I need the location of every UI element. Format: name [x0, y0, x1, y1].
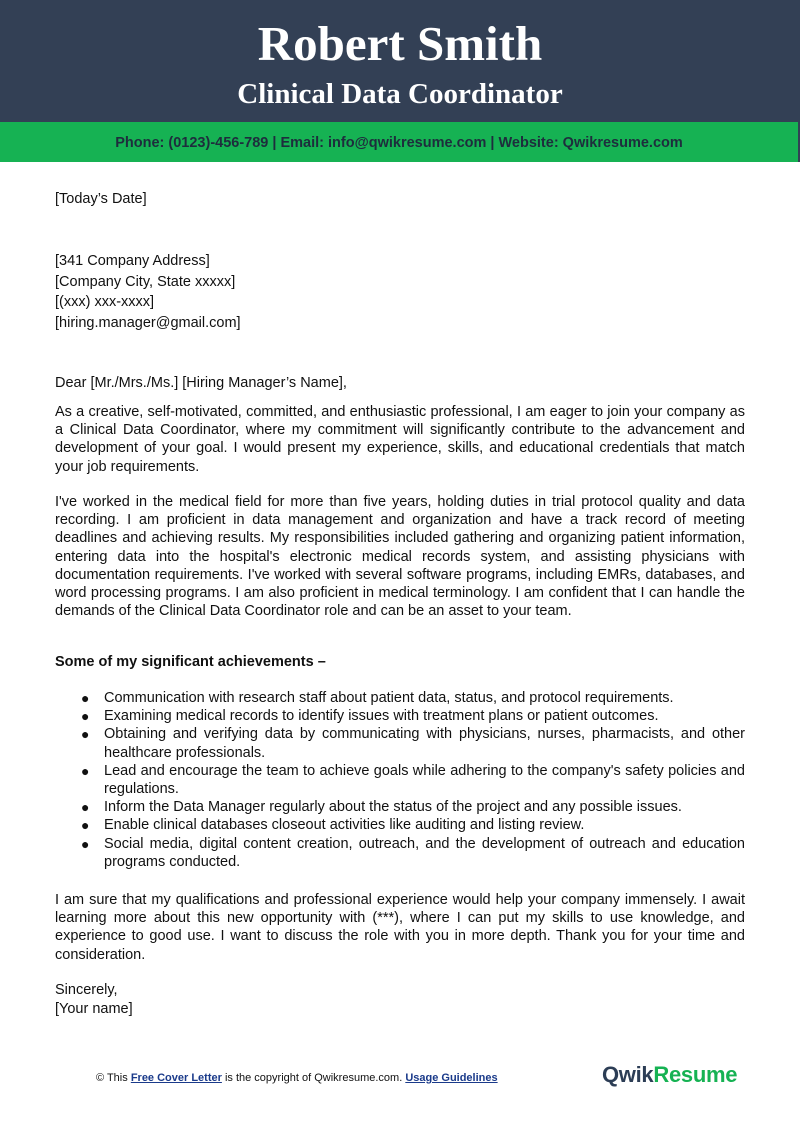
salutation: Dear [Mr./Mrs./Ms.] [Hiring Manager’s Name], — [55, 375, 347, 391]
contact-bar: Phone: (0123)-456-789 | Email: info@qwikresume.com | Website: Qwikresume.com — [0, 122, 800, 162]
closing: Sincerely, — [55, 982, 118, 998]
paragraph-intro: As a creative, self-motivated, committed, and enthusiastic professional, I am eager to join your company as a Clinical Data Coordinator, where my commitment will significantly contribute to the advancement and development of your goal. I would present my experience, skills, and educational credentials that match your job requirements. — [55, 404, 745, 475]
bullet-icon: ● — [81, 690, 90, 706]
logo-part-resume: Resume — [653, 1062, 738, 1087]
bullet-icon: ● — [81, 708, 90, 725]
achievements-heading: Some of my significant achievements – — [55, 654, 326, 670]
footer-middle: is the copyright of Qwikresume.com. — [221, 1072, 406, 1084]
list-item: ● Communication with research staff about patient data, status, and protocol requirements. — [81, 690, 674, 706]
signature: [Your name] — [55, 1001, 133, 1017]
bullet-icon: ● — [81, 817, 90, 834]
bullet-icon: ● — [81, 762, 90, 779]
address-line: [hiring.manager@gmail.com] — [55, 314, 241, 331]
bullet-icon: ● — [81, 726, 90, 743]
achievements-list — [55, 689, 745, 871]
usage-guidelines-link[interactable]: Usage Guidelines — [405, 1072, 498, 1084]
copyright-footer — [96, 1072, 498, 1084]
list-item: ● Enable clinical databases closeout activities like auditing and listing review. — [81, 817, 585, 834]
list-item: ● Inform the Data Manager regularly about the status of the project and any possible issues. — [81, 799, 682, 816]
bullet-icon: ● — [81, 835, 90, 852]
list-item: ● Lead and encourage the team to achieve goals while adhering to the company's safety policies and regulations. — [81, 762, 745, 798]
free-cover-letter-link[interactable]: Free Cover Letter — [130, 1072, 222, 1084]
paragraph-closing: I am sure that my qualifications and professional experience would help your company immensely. I await learning more about this new opportunity with (***), where I can put my skills to use knowledge, and experience to good use. I want to discuss the role with you in more depth. Thank you for your time and consideration. — [55, 892, 745, 963]
paragraph-experience: I've worked in the medical field for more than five years, holding duties in trial protocol quality and data recording. I am proficient in data management and organization and have a track record of meeting deadlines and achieving results. My responsibilities included gathering and organizing patient information, entering data into the hospital's electronic medical records system, and assisting physicians with documentation requirements. I've worked with several software programs, including EMRs, databases, and word processing programs. I am also proficient in medical terminology. I am confident that I can handle the demands of the Clinical Data Coordinator role and can be an asset to your team. — [55, 494, 745, 620]
list-item: ● Obtaining and verifying data by communicating with physicians, nurses, pharmacists, and other healthcare professionals. — [81, 726, 745, 761]
bullet-icon: ● — [81, 799, 90, 816]
list-item: ● Examining medical records to identify issues with treatment plans or patient outcomes. — [81, 708, 659, 725]
recipient-address — [55, 251, 745, 333]
logo-part-qwik: Qwik — [602, 1062, 654, 1087]
header-banner — [0, 0, 800, 122]
address-line: [(xxx) xxx-xxxx] — [55, 294, 155, 311]
job-title: Clinical Data Coordinator — [237, 78, 563, 110]
address-line: [Company City, State xxxxx] — [55, 273, 236, 290]
candidate-name: Robert Smith — [257, 16, 543, 71]
qwikresume-logo[interactable] — [602, 1062, 737, 1088]
footer-prefix: © This — [96, 1072, 131, 1084]
address-line: [341 Company Address] — [55, 253, 210, 269]
list-item: ● Social media, digital content creation, outreach, and the development of outreach and education programs conducted. — [81, 835, 745, 870]
letter-date: [Today’s Date] — [55, 191, 147, 207]
